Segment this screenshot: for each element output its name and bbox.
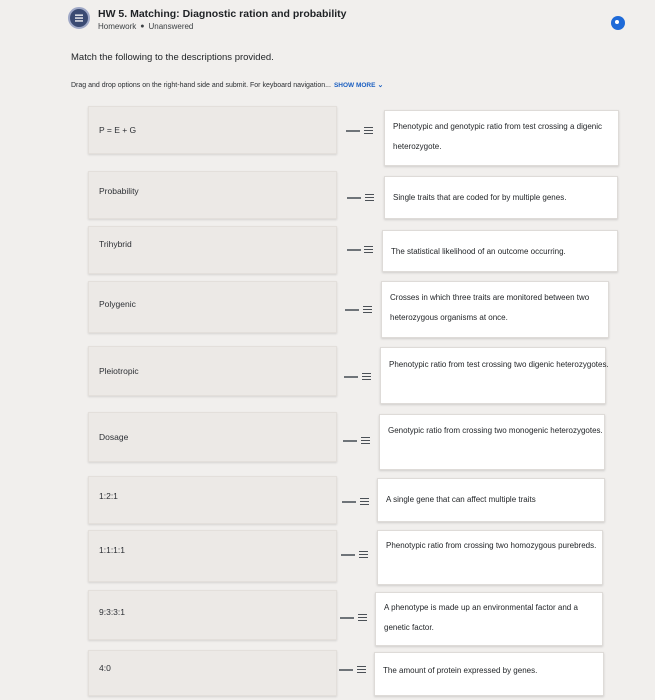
description-draggable[interactable] [374, 652, 604, 696]
drag-handle-icon[interactable] [358, 614, 367, 622]
drag-handle-icon[interactable] [361, 437, 370, 445]
description-text: Genotypic ratio from crossing two monogenic heterozygotes. [388, 426, 603, 435]
match-connector [345, 309, 359, 311]
term-box [88, 171, 337, 219]
drag-handle-icon[interactable] [365, 194, 374, 202]
description-text: Phenotypic ratio from test crossing two digenic heterozygotes. [389, 360, 609, 369]
description-draggable[interactable] [382, 230, 618, 272]
drag-handle-icon[interactable] [363, 306, 372, 314]
chevron-down-icon: ⌄ [377, 82, 384, 89]
term-label: P = E + G [99, 125, 137, 135]
description-text: The statistical likelihood of an outcome occurring. [391, 247, 566, 256]
match-connector [339, 669, 353, 671]
description-draggable[interactable] [384, 176, 618, 219]
description-text: A phenotype is made up an environmental factor and a genetic factor. [384, 603, 578, 632]
instructions [71, 81, 383, 89]
instructions-text: Drag and drop options on the right-hand side and submit. For keyboard navigation... [71, 82, 331, 89]
description-text: A single gene that can affect multiple traits [386, 495, 536, 504]
match-connector [340, 617, 354, 619]
term-label: Probability [99, 186, 139, 196]
drag-handle-icon[interactable] [364, 246, 373, 254]
term-box [88, 412, 337, 462]
match-connector [346, 130, 360, 132]
drag-handle-icon[interactable] [359, 551, 368, 559]
description-text: Phenotypic and genotypic ratio from test crossing a digenic heterozygote. [393, 122, 603, 151]
drag-handle-icon[interactable] [362, 373, 371, 381]
term-label: Polygenic [99, 299, 136, 309]
assignment-status: Unanswered [148, 22, 194, 31]
term-label: 9:3:3:1 [99, 607, 125, 617]
term-label: 1:1:1:1 [99, 545, 125, 555]
term-box [88, 650, 337, 696]
term-label: 4:0 [99, 663, 111, 673]
description-draggable[interactable] [380, 347, 609, 404]
term-label: Trihybrid [99, 239, 132, 249]
match-connector [342, 501, 356, 503]
term-label: Pleiotropic [99, 366, 139, 376]
term-box [88, 530, 337, 582]
match-connector [343, 440, 357, 442]
separator-dot: ● [140, 23, 145, 30]
assignment-list-icon [68, 7, 90, 29]
match-connector [347, 197, 361, 199]
description-draggable[interactable] [379, 414, 605, 470]
assignment-meta [98, 22, 193, 31]
description-text: Phenotypic ratio from crossing two homozygous purebreds. [386, 541, 597, 550]
question-prompt: Match the following to the descriptions provided. [71, 52, 274, 63]
match-connector [347, 249, 361, 251]
description-text: Single traits that are coded for by multiple genes. [393, 193, 567, 202]
term-box [88, 281, 337, 333]
description-draggable[interactable] [377, 530, 603, 585]
term-box [88, 106, 337, 154]
term-box [88, 226, 337, 274]
description-text: The amount of protein expressed by genes. [383, 666, 538, 675]
term-box [88, 476, 337, 524]
assignment-title: HW 5. Matching: Diagnostic ration and probability [98, 8, 347, 20]
match-connector [341, 554, 355, 556]
assignment-type: Homework [98, 22, 137, 31]
description-draggable[interactable] [381, 281, 609, 338]
assignment-header [0, 0, 655, 40]
match-connector [344, 376, 358, 378]
description-draggable[interactable] [375, 592, 603, 646]
drag-handle-icon[interactable] [364, 127, 373, 135]
drag-handle-icon[interactable] [357, 666, 366, 674]
term-box [88, 590, 337, 640]
term-box [88, 346, 337, 396]
show-more-link[interactable]: SHOW MORE ⌄ [333, 82, 384, 89]
term-label: 1:2:1 [99, 491, 118, 501]
description-draggable[interactable] [377, 478, 605, 522]
unanswered-status-icon [611, 16, 625, 30]
drag-handle-icon[interactable] [360, 498, 369, 506]
term-label: Dosage [99, 432, 129, 442]
description-draggable[interactable] [384, 110, 619, 166]
description-text: Crosses in which three traits are monitored between two heterozygous organisms at once. [390, 293, 590, 322]
